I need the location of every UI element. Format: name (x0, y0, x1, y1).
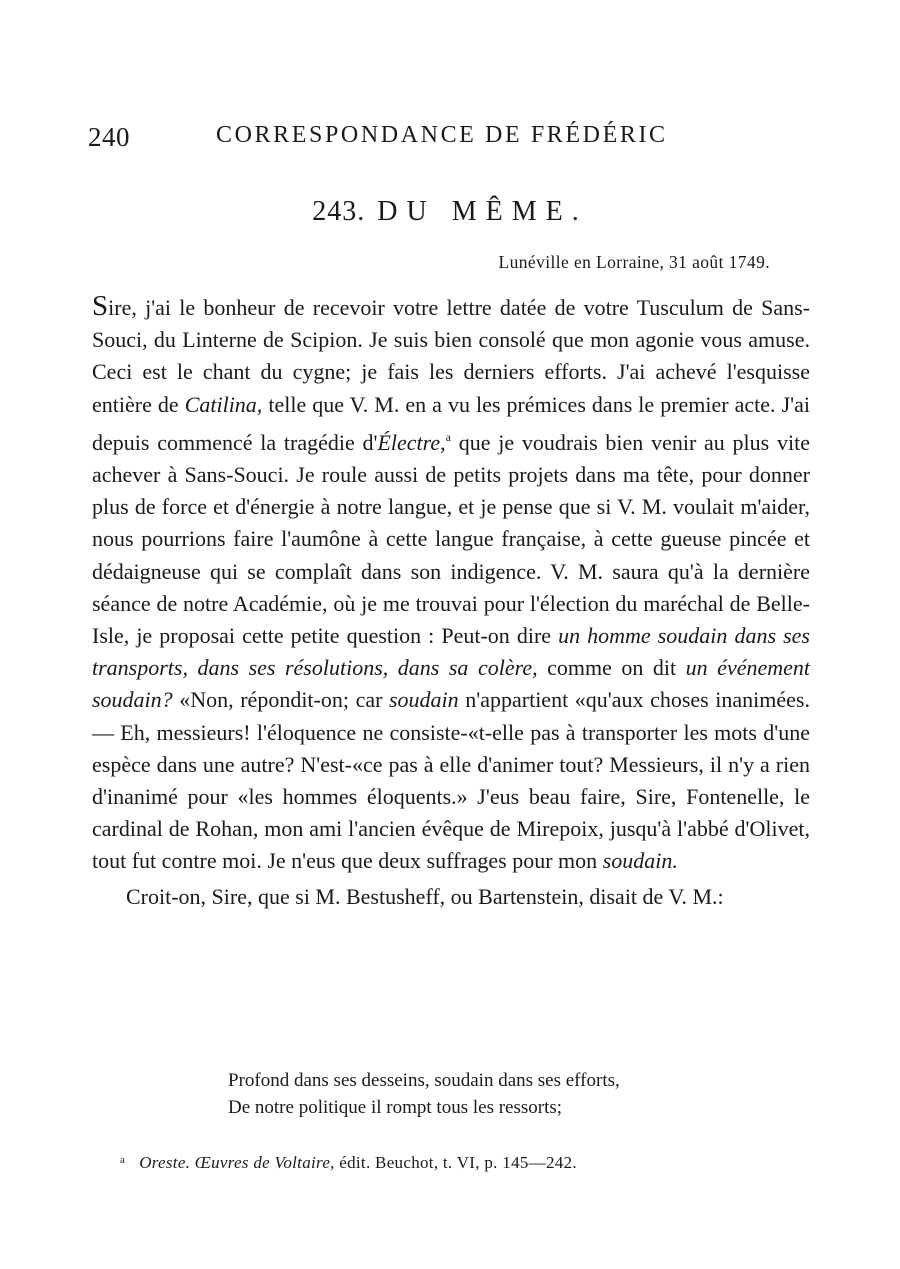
letter-heading (0, 196, 900, 228)
text-run: «Non, répondit-on; car (172, 687, 389, 713)
footnote-mark: a (120, 1154, 126, 1166)
paragraph: Croit-on, Sire, que si M. Bestusheff, ou Bartenstein, disait de V. M.: (126, 883, 724, 909)
text-run: n'appartient «qu'aux choses inanimées. — Eh, messieurs! l'éloquence ne consiste-«t-elle pas à transporter les mots d'une espèce dans une autre? N'est-«ce pas à elle d'animer tout? Messieurs, il n'y a rien d'inanimé pour «les hommes éloquents.» J'eus beau faire, Sire, Fontenelle, le cardinal de Rohan, mon ami l'ancien évêque de Mirepoix, jusqu'à l'abbé d'Olivet, tout fut contre moi. Je n'eus que deux suffrages pour mon (92, 687, 810, 874)
footnote (120, 1153, 577, 1173)
verse-line: Profond dans ses desseins, soudain dans ses efforts, (228, 1070, 620, 1091)
letter-number: 243. (312, 196, 366, 227)
page-number: 240 (88, 122, 130, 152)
running-title: CORRESPONDANCE DE FRÉDÉRIC (216, 122, 668, 148)
italic-title: Électre, (377, 429, 446, 455)
italic-phrase: un événement soudain? (92, 655, 810, 713)
letter-from: DU MÊME. (377, 196, 588, 227)
drop-initial: S (92, 290, 109, 322)
verse-quote (228, 1067, 620, 1121)
italic-word: soudain (389, 687, 459, 713)
text-run: telle que V. M. en a vu les prémices dans le premier acte. J'ai depuis commencé la tragédie d' (92, 391, 810, 455)
running-head (88, 118, 688, 158)
text-run: que je voudrais bien venir au plus vite achever à Sans-Souci. Je roule aussi de petits projets dans ma tête, pour donner plus de force et d'énergie à notre langue, et je pense que si V. M. voulait m'aider, nous pourrions faire l'aumône à cette langue française, à cette gueuse pincée et dédaigneuse qui se complaît dans son indigence. V. M. saura qu'à la dernière séance de notre Académie, où je me trouvai pour l'élection du maréchal de Belle-Isle, je proposai cette petite question : Peut-on dire (92, 429, 810, 649)
text-run: comme on dit (537, 655, 686, 681)
italic-title: Catilina, (184, 391, 263, 417)
verse-line: De notre politique il rompt tous les ressorts; (228, 1097, 563, 1118)
letter-body (92, 290, 810, 913)
footnote-reference: a (445, 429, 451, 444)
paragraph (92, 290, 810, 878)
dateline: Lunéville en Lorraine, 31 août 1749. (498, 252, 770, 272)
text-run: ire, j'ai le bonheur de recevoir votre lettre datée de votre Tusculum de Sans-Souci, du Linterne de Scipion. Je suis bien consolé que mon agonie vous amuse. Ceci est le chant du cygne; je fais les derniers efforts. J'ai achevé l'esquisse entière de (92, 295, 810, 417)
italic-word: soudain. (602, 848, 678, 874)
footnote-text: édit. Beuchot, t. VI, p. 145—242. (334, 1153, 577, 1172)
italic-phrase: un homme soudain dans ses transports, dans ses résolutions, dans sa colère, (92, 623, 810, 681)
footnote-italic: Oreste. Œuvres de Voltaire, (139, 1153, 335, 1172)
